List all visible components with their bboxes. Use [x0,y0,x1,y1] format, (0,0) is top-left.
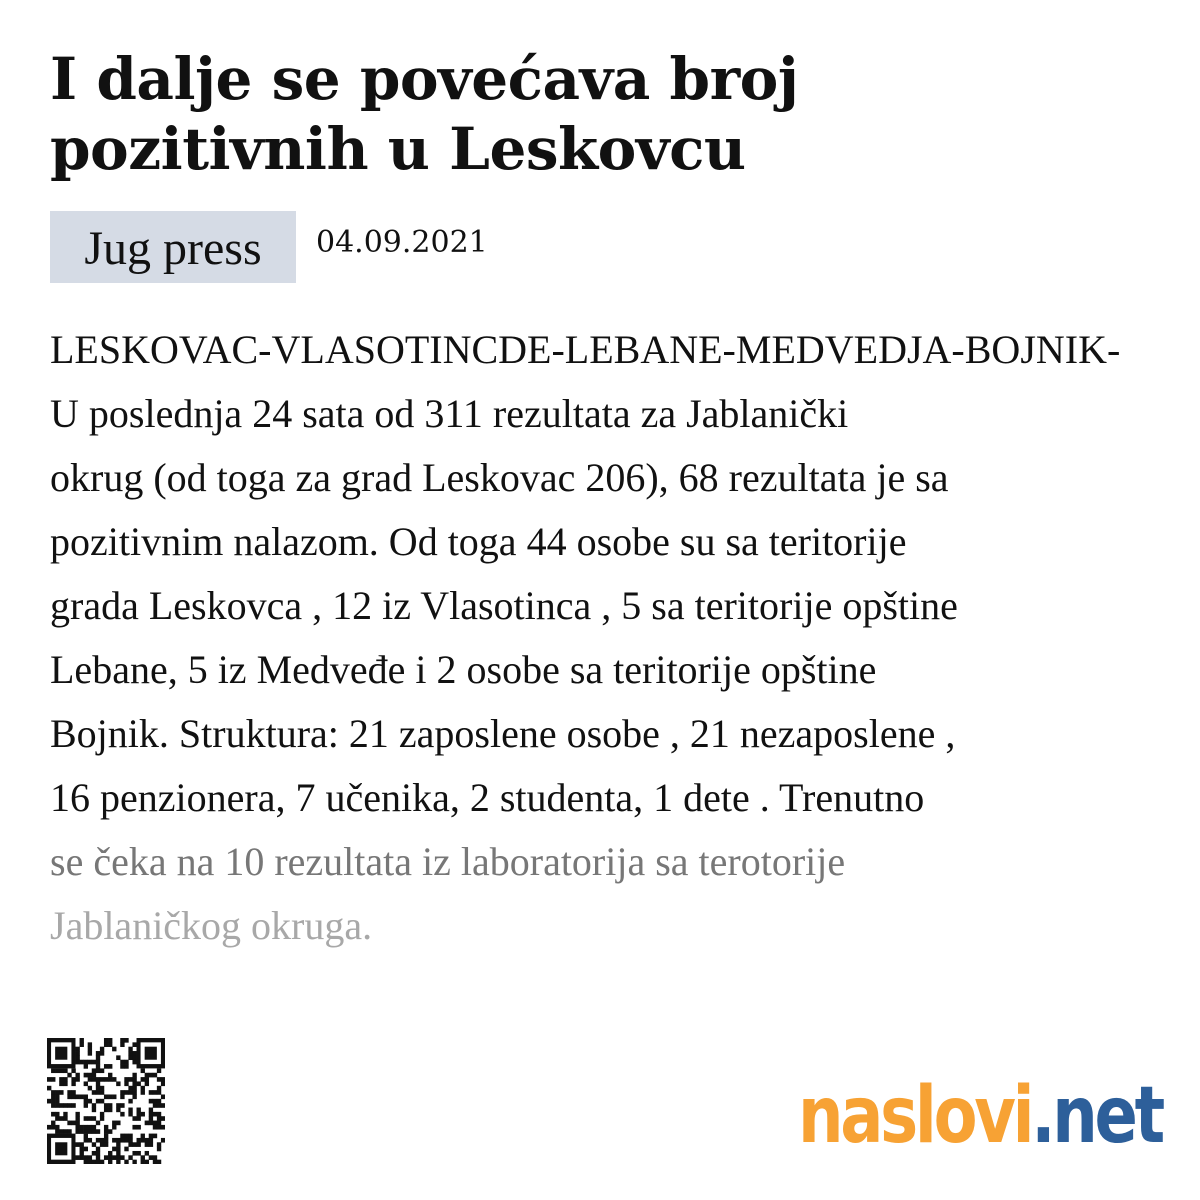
logo-part-net: .net [1031,1071,1162,1161]
naslovi-net-logo[interactable] [798,1066,1162,1166]
article-body-line: pozitivnim nalazom. Od toga 44 osobe su sa teritorije [50,519,907,564]
article-body-line: Jablaničkog okruga. [50,903,373,948]
article-body-line: Lebane, 5 iz Medveđe i 2 osobe sa teritorije opštine [50,647,877,692]
article-body-line: U poslednja 24 sata od 311 rezultata za Jablanički [50,391,849,436]
logo-part-naslovi: naslovi [798,1071,1032,1161]
source-badge[interactable]: Jug press [50,211,296,283]
article-body-line: Bojnik. Struktura: 21 zaposlene osobe , 21 nezaposlene , [50,711,956,756]
article-body-line: LESKOVAC-VLASOTINCDE-LEBANE-MEDVEDJA-BOJNIK- [50,327,1121,372]
article-card [50,44,1200,948]
qr-code-icon[interactable] [47,1038,165,1164]
article-title-line-1: I dalje se povećava broj [50,45,799,113]
article-body-line: okrug (od toga za grad Leskovac 206), 68 rezultata je sa [50,455,949,500]
article-body-line: 16 penzionera, 7 učenika, 2 studenta, 1 dete . Trenutno [50,775,925,820]
article-body [50,318,1200,958]
article-title-line-2: pozitivnih u Leskovcu [50,115,746,183]
article-body-line: grada Leskovca , 12 iz Vlasotinca , 5 sa teritorije opštine [50,583,958,628]
article-body-line: se čeka na 10 rezultata iz laboratorija sa terotorije [50,839,846,884]
article-title [50,44,910,184]
publish-date: 04.09.2021 [316,225,488,260]
